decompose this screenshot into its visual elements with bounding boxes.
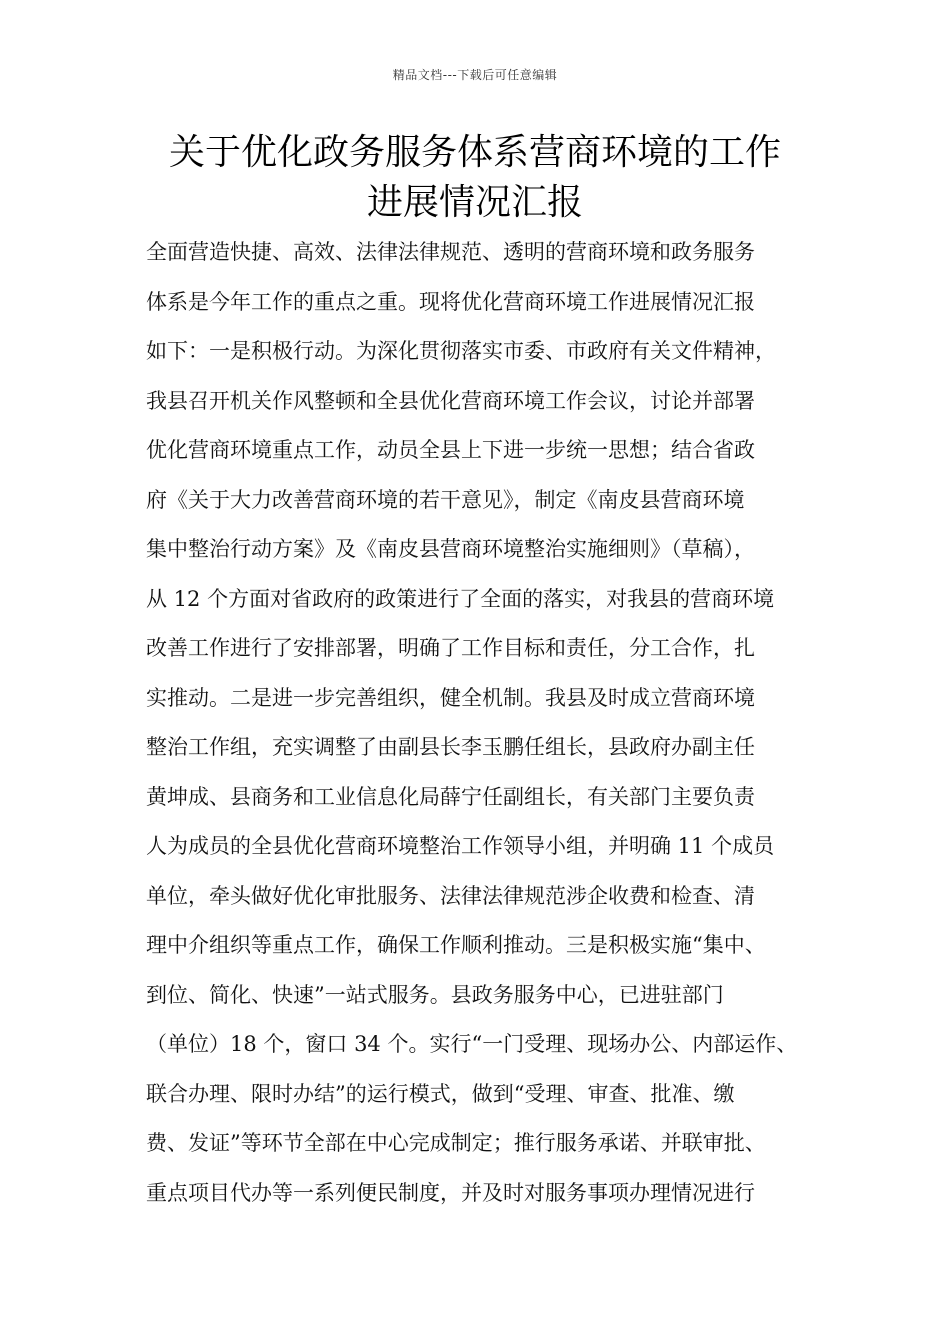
text-line: 改善工作进行了安排部署，明确了工作目标和责任，分工合作，扎 bbox=[146, 636, 755, 660]
header-note: 精品文档---下载后可任意编辑 bbox=[392, 68, 558, 82]
text-line: 到位、简化、快速”一站式服务。县政务服务中心，已进驻部门 bbox=[146, 982, 724, 1007]
text-line: 集中整治行动方案》及《南皮县营商环境整治实施细则》（草稿）， bbox=[146, 537, 755, 561]
title-line-2: 进展情况汇报 bbox=[366, 182, 583, 223]
text-line: 全面营造快捷、高效、法律法律规范、透明的营商环境和政务服务 bbox=[146, 240, 755, 264]
document-title bbox=[120, 128, 830, 228]
text-line: 整治工作组，充实调整了由副县长李玉鹏任组长，县政府办副主任 bbox=[146, 735, 755, 759]
title-line-1: 关于优化政务服务体系营商环境的工作 bbox=[168, 132, 781, 173]
text-line: 如下：一是积极行动。为深化贯彻落实市委、市政府有关文件精神， bbox=[146, 339, 776, 363]
text-line: 人为成员的全县优化营商环境整治工作领导小组，并明确 11 个成员 bbox=[146, 834, 775, 858]
text-line: 单位，牵头做好优化审批服务、法律法律规范涉企收费和检查、清 bbox=[146, 883, 755, 908]
text-line: 重点项目代办等一系列便民制度，并及时对服务事项办理情况进行 bbox=[146, 1180, 755, 1205]
text-line: 府《关于大力改善营商环境的若干意见》，制定《南皮县营商环境 bbox=[146, 487, 745, 512]
text-line: 黄坤成、县商务和工业信息化局薛宁任副组长，有关部门主要负责 bbox=[146, 784, 755, 809]
text-line: 费、发证”等环节全部在中心完成制定；推行服务承诺、并联审批、 bbox=[146, 1131, 766, 1155]
text-line: 体系是今年工作的重点之重。现将优化营商环境工作进展情况汇报 bbox=[146, 289, 755, 314]
text-line: 从 12 个方面对省政府的政策进行了全面的落实，对我县的营商环境 bbox=[146, 586, 775, 611]
text-line: 理中介组织等重点工作，确保工作顺利推动。三是积极实施“集中、 bbox=[146, 933, 766, 957]
text-line: 优化营商环境重点工作，动员全县上下进一步统一思想；结合省政 bbox=[146, 438, 755, 462]
text-line: 联合办理、限时办结”的运行模式，做到“受理、审查、批准、缴 bbox=[146, 1081, 735, 1106]
text-line: 实推动。二是进一步完善组织，健全机制。我县及时成立营商环境 bbox=[146, 685, 755, 710]
text-line: 我县召开机关作风整顿和全县优化营商环境工作会议，讨论并部署 bbox=[146, 388, 755, 413]
text-line: （单位）18 个，窗口 34 个。实行“一门受理、现场办公、内部运作、 bbox=[146, 1032, 798, 1056]
body-paragraph bbox=[146, 232, 810, 1222]
